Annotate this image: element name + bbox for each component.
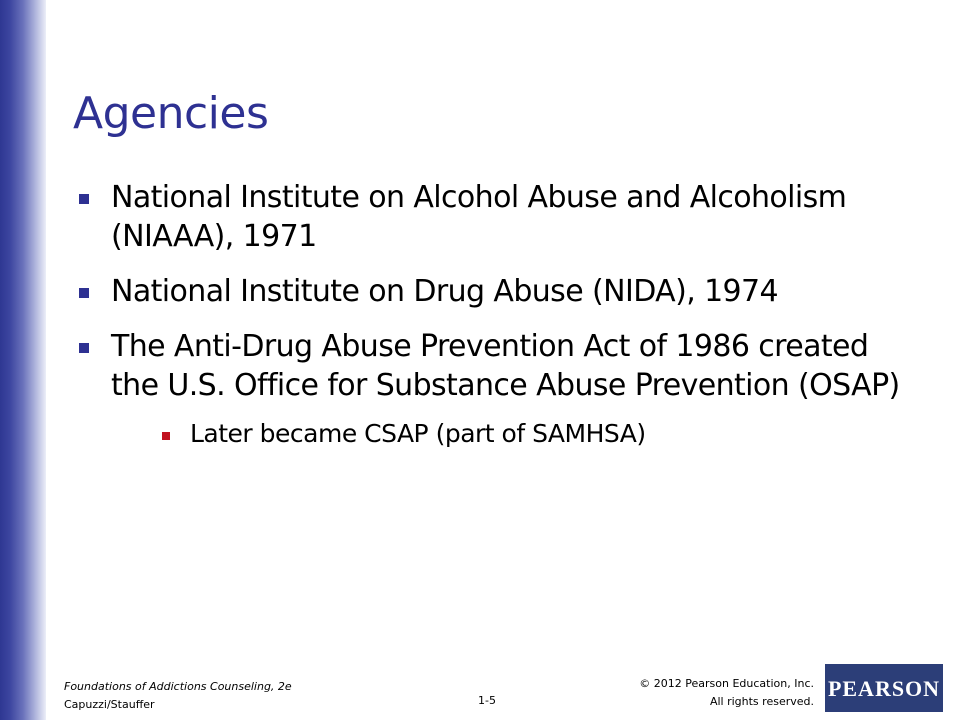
red-square-bullet-icon bbox=[162, 432, 170, 440]
footer-authors: Capuzzi/Stauffer bbox=[64, 698, 155, 711]
footer-copyright bbox=[639, 675, 814, 711]
slide-title: Agencies bbox=[73, 88, 269, 139]
square-bullet-icon bbox=[79, 288, 89, 298]
rights-line: All rights reserved. bbox=[709, 695, 814, 708]
bullet-item bbox=[72, 272, 922, 311]
copyright-line: © 2012 Pearson Education, Inc. bbox=[639, 677, 814, 690]
footer-book-title: Foundations of Addictions Counseling, 2e bbox=[64, 680, 292, 693]
bullet-text: The Anti-Drug Abuse Prevention Act of 1986 created the U.S. Office for Substance Abuse Prevention (OSAP) bbox=[111, 329, 900, 403]
pearson-logo bbox=[825, 664, 943, 712]
footer-book-info bbox=[64, 678, 292, 714]
bullet-text: National Institute on Alcohol Abuse and Alcoholism (NIAAA), 1971 bbox=[111, 180, 847, 254]
sub-bullet-text: Later became CSAP (part of SAMHSA) bbox=[190, 419, 646, 448]
page-number: 1-5 bbox=[478, 694, 496, 707]
bullet-item bbox=[72, 178, 922, 256]
square-bullet-icon bbox=[79, 343, 89, 353]
bullet-item bbox=[72, 327, 922, 451]
sub-bullet-item bbox=[111, 417, 922, 451]
pearson-logo-wordmark bbox=[828, 668, 940, 708]
side-gradient-stripe bbox=[0, 0, 46, 720]
bullet-text: National Institute on Drug Abuse (NIDA), 1974 bbox=[111, 274, 779, 309]
square-bullet-icon bbox=[79, 194, 89, 204]
bullet-list bbox=[72, 178, 922, 467]
logo-text: PEARSON bbox=[828, 676, 940, 701]
